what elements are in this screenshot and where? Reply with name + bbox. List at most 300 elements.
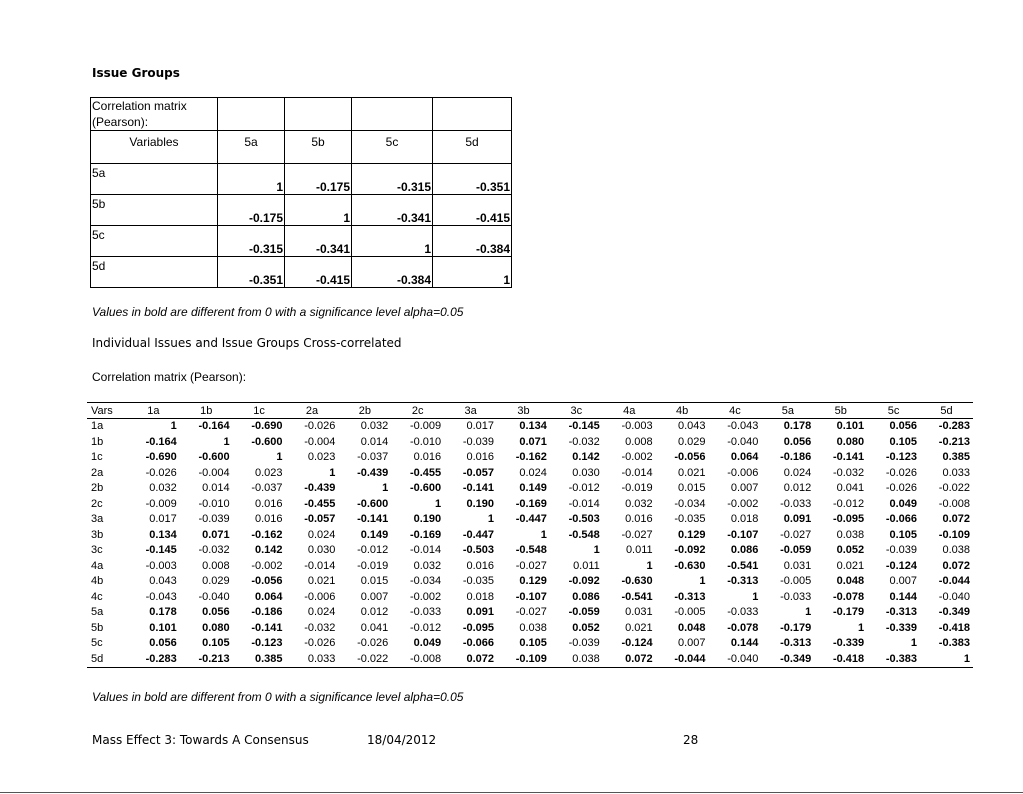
column-header: 5a — [761, 403, 814, 419]
cell-value: -0.003 — [621, 420, 653, 433]
page-bottom-divider — [0, 792, 1023, 793]
cell-value: 0.056 — [783, 435, 812, 448]
cell-value: -0.002 — [251, 559, 283, 572]
cell-value: -0.164 — [145, 435, 177, 448]
cell-value: -0.014 — [568, 497, 600, 510]
cell-value: -0.044 — [938, 575, 970, 588]
column-header: 4c — [709, 403, 762, 419]
cell-value: 1 — [382, 482, 389, 495]
cell-value: 0.052 — [836, 544, 865, 557]
cell-value: -0.040 — [198, 590, 230, 603]
cell-value: 0.021 — [307, 575, 336, 588]
cell-value: -0.057 — [304, 513, 336, 526]
cell-value: 0.032 — [625, 497, 653, 510]
column-header: 3c — [550, 403, 603, 419]
cell-value: 1 — [858, 621, 865, 634]
row-header: 3b — [91, 528, 104, 541]
cell-value: -0.014 — [409, 544, 442, 557]
cell-value: -0.027 — [515, 606, 547, 619]
cell-value: -0.032 — [304, 621, 336, 634]
cell-value: 1 — [352, 226, 433, 257]
row-header: 5d — [91, 652, 104, 665]
issue-groups-correlation-table — [90, 97, 512, 288]
cell-value: 0.101 — [836, 420, 865, 433]
column-header: 1b — [180, 403, 233, 419]
cell-value: -0.032 — [568, 435, 600, 448]
row-header: 5b — [91, 195, 218, 226]
cell-value: -0.039 — [885, 544, 918, 557]
cell-value: -0.107 — [515, 590, 547, 603]
cell-value: 0.031 — [625, 606, 653, 619]
table-row — [87, 466, 973, 482]
cell-value: 1 — [593, 544, 600, 557]
cell-value: 0.041 — [360, 621, 389, 634]
row-header: 3a — [91, 513, 104, 526]
cell-value: -0.039 — [462, 435, 495, 448]
cell-value: 1 — [540, 528, 547, 541]
cell-value: -0.035 — [674, 513, 706, 526]
cell-value: -0.351 — [433, 164, 512, 195]
cell-value: -0.040 — [938, 590, 970, 603]
table-row — [87, 528, 973, 544]
cell-value: -0.059 — [780, 544, 812, 557]
cell-value: 0.015 — [678, 482, 706, 495]
cell-value: 1 — [699, 575, 706, 588]
cell-value: -0.026 — [304, 420, 336, 433]
significance-note: Values in bold are different from 0 with a significance level alpha=0.05 — [92, 305, 464, 319]
cell-value: -0.026 — [304, 637, 336, 650]
cell-value: 0.007 — [678, 637, 706, 650]
cross-correlation-table-wrapper — [87, 402, 973, 668]
cell-value: 0.024 — [783, 466, 812, 479]
cell-value: -0.283 — [938, 420, 970, 433]
cell-value: -0.123 — [251, 637, 283, 650]
cell-value: -0.548 — [568, 528, 600, 541]
column-header: 2b — [338, 403, 391, 419]
cell-value: -0.124 — [621, 637, 653, 650]
cell-value: -0.313 — [885, 606, 918, 619]
cell-value: 0.038 — [519, 621, 547, 634]
cell-value: 0.385 — [255, 652, 283, 665]
cell-value: 0.086 — [572, 590, 600, 603]
cell-value: 0.021 — [625, 621, 653, 634]
cell-value: 0.016 — [625, 513, 653, 526]
cell-value: 0.007 — [360, 590, 389, 603]
column-header: 5b — [285, 131, 352, 164]
cell-value: 0.023 — [307, 451, 336, 464]
cell-value: 0.024 — [519, 466, 547, 479]
cell-value: -0.600 — [251, 435, 283, 448]
cell-value: -0.033 — [409, 606, 442, 619]
cell-value: -0.092 — [674, 544, 706, 557]
cell-value: 0.105 — [519, 637, 547, 650]
cell-value: -0.313 — [727, 575, 759, 588]
cell-value: 0.056 — [202, 606, 230, 619]
cell-value: -0.005 — [780, 575, 812, 588]
footer-title: Mass Effect 3: Towards A Consensus — [92, 733, 309, 747]
cell-value: -0.169 — [515, 497, 547, 510]
cell-value: 1 — [435, 497, 442, 510]
cell-value: 0.007 — [730, 482, 759, 495]
cell-value: 0.041 — [836, 482, 865, 495]
cell-value: 0.038 — [836, 528, 865, 541]
table-row — [87, 652, 973, 668]
table-header-row — [91, 98, 512, 131]
cell-value: -0.145 — [145, 544, 177, 557]
cell-value: -0.541 — [727, 559, 759, 572]
column-header: 3a — [444, 403, 497, 419]
cell-value: -0.503 — [462, 544, 495, 557]
cell-value: 0.048 — [678, 621, 706, 634]
cell-value: -0.002 — [727, 497, 759, 510]
cell-value: -0.313 — [780, 637, 812, 650]
cell-value: -0.059 — [568, 606, 600, 619]
matrix-title-cell: Correlation matrix (Pearson): — [91, 98, 218, 131]
cell-value: -0.145 — [568, 420, 600, 433]
cell-value: 0.072 — [466, 652, 495, 665]
cell-value: -0.026 — [885, 466, 918, 479]
cell-value: -0.162 — [515, 451, 547, 464]
row-header: 5a — [91, 606, 104, 619]
cell-value: -0.175 — [218, 195, 285, 226]
cell-value: 0.016 — [466, 559, 495, 572]
cell-value: 1 — [752, 590, 759, 603]
cell-value: 0.018 — [466, 590, 495, 603]
cell-value: -0.107 — [727, 528, 759, 541]
cell-value: -0.039 — [198, 513, 230, 526]
cell-value: 0.149 — [519, 482, 547, 495]
cell-value: 0.385 — [942, 451, 970, 464]
cell-value: -0.006 — [304, 590, 336, 603]
cell-value: 0.031 — [783, 559, 812, 572]
cell-value: -0.349 — [938, 606, 970, 619]
column-header: 5c — [867, 403, 920, 419]
cell-value: 0.043 — [678, 420, 706, 433]
cell-value: -0.033 — [727, 606, 759, 619]
cell-value: -0.283 — [145, 652, 177, 665]
cell-value: 0.052 — [572, 621, 600, 634]
cell-value: -0.124 — [885, 559, 918, 572]
column-header: 5d — [433, 131, 512, 164]
cell-value: -0.175 — [285, 164, 352, 195]
cell-value: -0.037 — [357, 451, 389, 464]
cell-value: -0.169 — [409, 528, 442, 541]
cell-value: -0.315 — [352, 164, 433, 195]
cell-value: 1 — [910, 637, 918, 650]
cell-value: -0.123 — [885, 451, 918, 464]
cell-value: -0.186 — [251, 606, 283, 619]
cell-value: -0.026 — [145, 466, 177, 479]
cell-value: -0.056 — [251, 575, 283, 588]
cell-value: -0.026 — [885, 482, 918, 495]
cell-value: 0.008 — [202, 559, 230, 572]
cell-value: -0.141 — [251, 621, 283, 634]
row-header: 5c — [91, 637, 103, 650]
table-row — [87, 481, 973, 497]
cell-value: -0.027 — [515, 559, 547, 572]
cell-value: 1 — [218, 164, 285, 195]
row-header: 4c — [91, 590, 103, 603]
cell-value: -0.600 — [198, 451, 230, 464]
cell-value: 0.038 — [572, 652, 600, 665]
cell-value: -0.033 — [780, 590, 812, 603]
cell-value: -0.027 — [780, 528, 812, 541]
cell-value: -0.315 — [218, 226, 285, 257]
cell-value: 0.056 — [889, 420, 918, 433]
cell-value: -0.037 — [251, 482, 283, 495]
cell-value: -0.043 — [727, 420, 759, 433]
column-header: 4b — [656, 403, 709, 419]
cell-value: 0.011 — [625, 544, 653, 557]
cell-value: -0.034 — [674, 497, 706, 510]
cell-value: 0.056 — [149, 637, 177, 650]
cell-value: -0.044 — [674, 652, 706, 665]
cell-value: -0.341 — [285, 226, 352, 257]
cell-value: -0.032 — [832, 466, 865, 479]
table-row — [91, 164, 512, 195]
corner-header: Vars — [87, 403, 127, 419]
table-row — [87, 636, 973, 652]
cell-value: -0.341 — [352, 195, 433, 226]
cell-value: -0.447 — [462, 528, 495, 541]
table-header-row — [87, 403, 973, 419]
cell-value: -0.078 — [727, 621, 759, 634]
cell-value: -0.012 — [357, 544, 389, 557]
table-row — [87, 419, 973, 435]
cell-value: -0.027 — [621, 528, 653, 541]
cell-value: 0.029 — [678, 435, 706, 448]
cell-value: -0.439 — [357, 466, 389, 479]
cell-value: 1 — [223, 435, 230, 448]
cell-value: 0.080 — [202, 621, 230, 634]
column-header: 1a — [127, 403, 180, 419]
table-row — [87, 497, 973, 513]
cell-value: -0.095 — [832, 513, 865, 526]
table-row — [87, 574, 973, 590]
section-title-cross-correlated: Individual Issues and Issue Groups Cross-correlated — [92, 336, 402, 350]
cell-value: 0.014 — [202, 482, 230, 495]
cell-value: 0.080 — [836, 435, 865, 448]
cell-value: -0.032 — [198, 544, 230, 557]
cell-value: 0.024 — [307, 606, 336, 619]
column-header: 2c — [391, 403, 444, 419]
cell-value: 1 — [487, 513, 495, 526]
cell-value: -0.026 — [357, 637, 389, 650]
section-title-issue-groups: Issue Groups — [92, 66, 180, 80]
cell-value: -0.339 — [832, 637, 865, 650]
variables-header: Variables — [91, 131, 218, 164]
cell-value: 0.064 — [255, 590, 283, 603]
cell-value: 0.105 — [202, 637, 230, 650]
cell-value: 0.011 — [573, 559, 600, 572]
column-header: 5a — [218, 131, 285, 164]
cross-correlation-table — [87, 402, 973, 668]
table-row — [87, 450, 973, 466]
row-header: 2c — [91, 497, 103, 510]
cell-value: 0.071 — [202, 528, 230, 541]
cell-value: 0.015 — [360, 575, 389, 588]
cell-value: 0.016 — [466, 451, 495, 464]
table-row — [91, 226, 512, 257]
cell-value: 1 — [646, 559, 653, 572]
cell-value: -0.012 — [568, 482, 600, 495]
column-header: 4a — [603, 403, 656, 419]
cell-value: -0.351 — [218, 257, 285, 288]
cell-value: 0.008 — [625, 435, 653, 448]
cell-value: 0.072 — [942, 559, 970, 572]
cell-value: 0.030 — [572, 466, 600, 479]
cell-value: 0.101 — [149, 621, 177, 634]
row-header: 1b — [91, 435, 104, 448]
column-header: 5d — [920, 403, 973, 419]
row-header: 2b — [91, 482, 104, 495]
cell-value: -0.109 — [515, 652, 547, 665]
cell-value: -0.010 — [198, 497, 230, 510]
column-header: 5c — [352, 131, 433, 164]
cell-value: 1 — [276, 451, 283, 464]
cell-value: 0.016 — [413, 451, 442, 464]
cell-value: -0.447 — [515, 513, 547, 526]
cell-value: -0.503 — [568, 513, 600, 526]
cell-value: 0.032 — [149, 482, 177, 495]
cell-value: -0.002 — [621, 451, 653, 464]
cell-value: 0.142 — [255, 544, 283, 557]
cell-value: -0.022 — [938, 482, 970, 495]
row-header: 1a — [91, 420, 104, 433]
cell-value: 0.016 — [255, 513, 283, 526]
row-header: 4b — [91, 575, 104, 588]
cell-value: -0.179 — [832, 606, 865, 619]
cell-value: -0.383 — [938, 637, 970, 650]
cell-value: 0.033 — [942, 466, 970, 479]
cell-value: -0.384 — [352, 257, 433, 288]
cell-value: 0.134 — [519, 420, 547, 433]
cell-value: -0.035 — [462, 575, 495, 588]
cell-value: -0.630 — [674, 559, 706, 572]
cell-value: -0.022 — [357, 652, 389, 665]
cell-value: -0.066 — [885, 513, 918, 526]
cell-value: 0.016 — [255, 497, 283, 510]
cell-value: 0.018 — [730, 513, 759, 526]
cell-value: -0.164 — [198, 420, 230, 433]
cell-value: 0.029 — [202, 575, 230, 588]
cell-value: -0.179 — [780, 621, 812, 634]
cell-value: 0.144 — [730, 637, 759, 650]
cell-value: 0.144 — [889, 590, 918, 603]
cell-value: -0.009 — [409, 420, 442, 433]
cell-value: -0.349 — [780, 652, 812, 665]
cell-value: 1 — [329, 466, 336, 479]
row-header: 3c — [91, 544, 103, 557]
cell-value: -0.141 — [832, 451, 865, 464]
cell-value: -0.162 — [251, 528, 283, 541]
cell-value: -0.012 — [409, 621, 442, 634]
cell-value: -0.313 — [674, 590, 706, 603]
cell-value: -0.019 — [621, 482, 653, 495]
cell-value: -0.690 — [251, 420, 283, 433]
cell-value: 0.178 — [783, 420, 812, 433]
cell-value: 0.033 — [307, 652, 336, 665]
cell-value: 1 — [963, 652, 970, 665]
cell-value: -0.141 — [462, 482, 495, 495]
significance-note-2: Values in bold are different from 0 with a significance level alpha=0.05 — [92, 690, 464, 704]
cell-value: 0.032 — [413, 559, 442, 572]
cell-value: 0.071 — [519, 435, 547, 448]
cell-value: 0.072 — [625, 652, 653, 665]
cell-value: 0.134 — [149, 528, 177, 541]
cell-value: -0.418 — [832, 652, 865, 665]
footer-date: 18/04/2012 — [367, 733, 437, 747]
cell-value: 0.023 — [255, 466, 283, 479]
cell-value: -0.004 — [304, 435, 336, 448]
cell-value: -0.109 — [938, 528, 970, 541]
cell-value: -0.010 — [409, 435, 442, 448]
cell-value: 0.190 — [466, 497, 495, 510]
cell-value: 1 — [170, 420, 177, 433]
cell-value: -0.690 — [145, 451, 177, 464]
cell-value: 0.007 — [889, 575, 918, 588]
cell-value: 0.014 — [360, 435, 389, 448]
table-row — [87, 543, 973, 559]
cell-value: -0.008 — [938, 497, 970, 510]
row-header: 5b — [91, 621, 104, 634]
big-matrix-title: Correlation matrix (Pearson): — [92, 370, 247, 384]
row-header: 5d — [91, 257, 218, 288]
cell-value: -0.186 — [780, 451, 812, 464]
cell-value: 0.072 — [942, 513, 970, 526]
cell-value: -0.056 — [674, 451, 706, 464]
cell-value: -0.039 — [568, 637, 600, 650]
row-header: 5c — [91, 226, 218, 257]
cell-value: -0.600 — [409, 482, 442, 495]
table-row — [87, 559, 973, 575]
cell-value: 0.043 — [149, 575, 177, 588]
cell-value: -0.418 — [938, 621, 970, 634]
cell-value: -0.541 — [621, 590, 653, 603]
cell-value: -0.014 — [304, 559, 336, 572]
cell-value: -0.455 — [304, 497, 336, 510]
cell-value: 0.105 — [889, 435, 918, 448]
cell-value: -0.019 — [357, 559, 389, 572]
cell-value: -0.415 — [285, 257, 352, 288]
table-row — [87, 590, 973, 606]
cell-value: -0.548 — [515, 544, 547, 557]
table-row — [87, 512, 973, 528]
cell-value: 0.190 — [413, 513, 442, 526]
cell-value: 1 — [285, 195, 352, 226]
row-header: 2a — [91, 466, 104, 479]
cell-value: 1 — [433, 257, 512, 288]
table-row — [91, 257, 512, 288]
cell-value: -0.092 — [568, 575, 600, 588]
row-header: 1c — [91, 451, 103, 464]
cell-value: -0.004 — [198, 466, 230, 479]
cell-value: 0.064 — [730, 451, 759, 464]
cell-value: -0.040 — [727, 652, 759, 665]
cell-value: 0.032 — [360, 420, 389, 433]
cell-value: 0.049 — [413, 637, 442, 650]
cell-value: -0.005 — [674, 606, 706, 619]
cell-value: 0.129 — [678, 528, 706, 541]
row-header: 4a — [91, 559, 104, 572]
cell-value: -0.040 — [727, 435, 759, 448]
column-header: 2a — [286, 403, 339, 419]
cell-value: 0.038 — [942, 544, 970, 557]
cell-value: -0.095 — [462, 621, 495, 634]
cell-value: 0.105 — [889, 528, 918, 541]
footer-page-number: 28 — [683, 733, 699, 747]
cell-value: 0.149 — [360, 528, 389, 541]
